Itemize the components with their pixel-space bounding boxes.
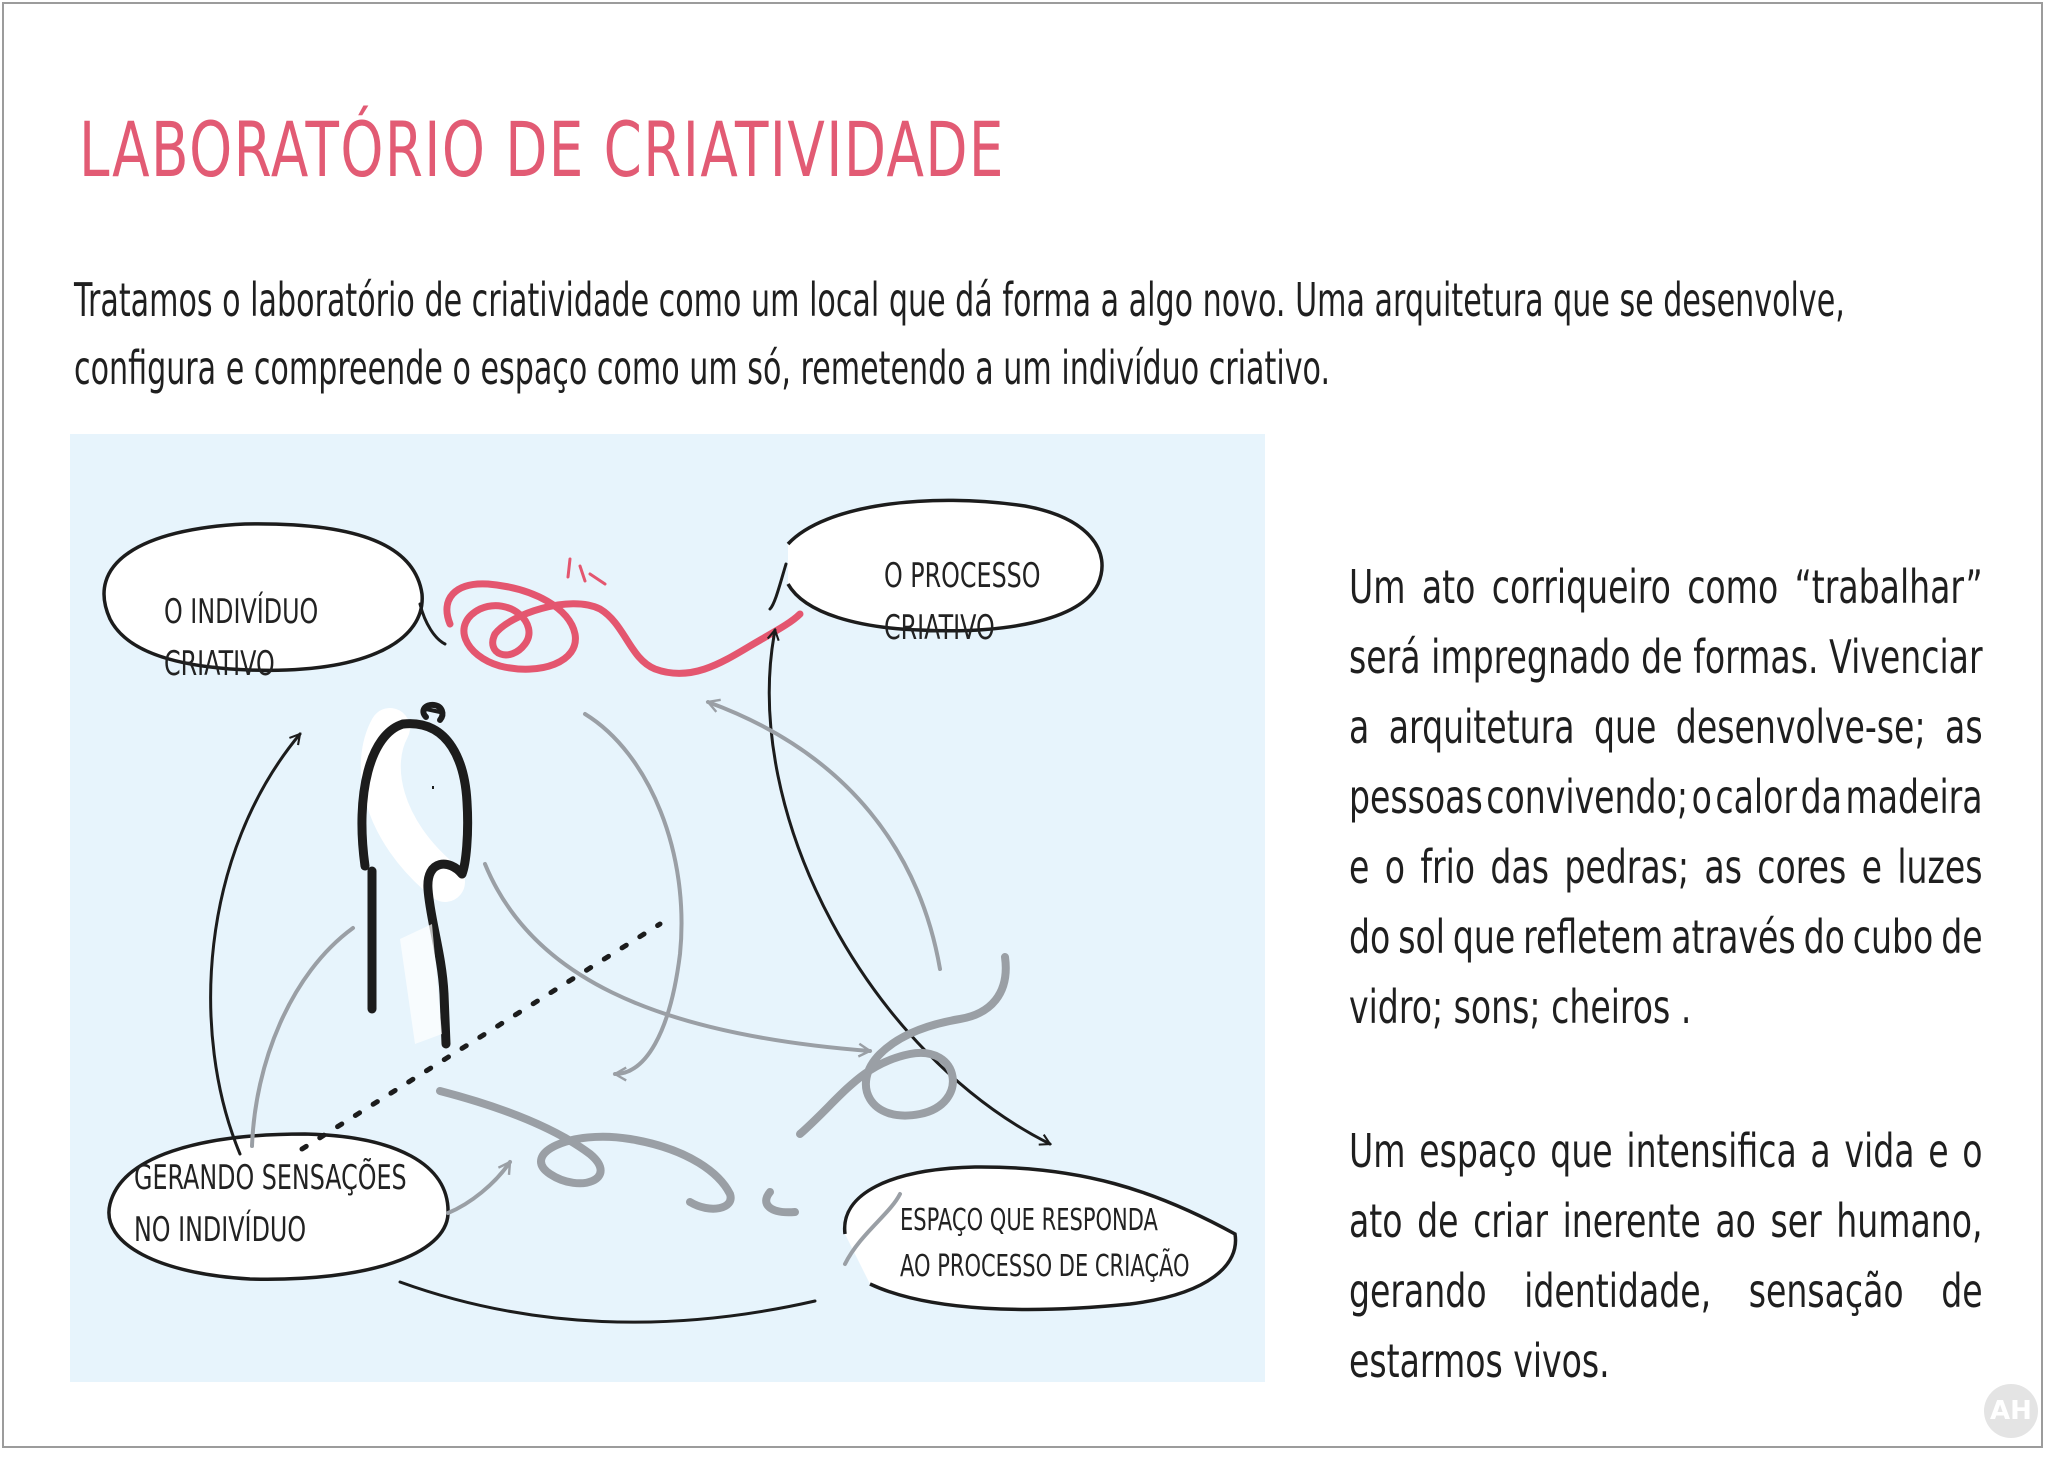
- word: através: [1671, 910, 1796, 964]
- side-paragraph-2: [1349, 1116, 1983, 1396]
- gray-scribble-hook: [766, 1192, 795, 1212]
- word: sol: [1398, 910, 1445, 964]
- word: inerente: [1562, 1194, 1701, 1248]
- word: de: [1641, 630, 1683, 684]
- word: espaço: [1419, 1124, 1537, 1178]
- word: impregnado: [1431, 630, 1631, 684]
- word: cores: [1757, 840, 1847, 894]
- word: do: [1349, 910, 1391, 964]
- word: humano,: [1836, 1194, 1983, 1248]
- arrow-processo-to-espaco: [769, 630, 1050, 1144]
- word: convivendo;: [1486, 770, 1688, 824]
- word: da: [1800, 770, 1842, 824]
- word: criar: [1473, 1194, 1549, 1248]
- word: a: [1349, 700, 1370, 754]
- word: as: [1704, 840, 1742, 894]
- word: desenvolve-se;: [1675, 700, 1926, 754]
- word: que: [1452, 910, 1516, 964]
- word: de: [1417, 1194, 1459, 1248]
- creativity-diagram: [70, 434, 1265, 1382]
- paragraph-line: [1349, 1116, 1983, 1186]
- paragraph-line: estarmos vivos.: [1349, 1334, 1610, 1388]
- word: pessoas: [1349, 770, 1483, 824]
- word: luzes: [1897, 840, 1983, 894]
- word: cubo: [1852, 910, 1934, 964]
- gray-arrow-sensacoes-to-person: [252, 928, 353, 1146]
- word: Um: [1349, 560, 1406, 614]
- word: sensação: [1748, 1264, 1904, 1318]
- word: como: [1687, 560, 1779, 614]
- paragraph-line: vidro; sons; cheiros .: [1349, 980, 1692, 1034]
- word: identidade,: [1524, 1264, 1712, 1318]
- paragraph-line: [1349, 832, 1983, 902]
- connector-individuo-scribble: [420, 604, 445, 644]
- word: do: [1803, 910, 1845, 964]
- word: das: [1490, 840, 1549, 894]
- word: ato: [1349, 1194, 1403, 1248]
- word: ser: [1770, 1194, 1822, 1248]
- word: frio: [1420, 840, 1476, 894]
- word: de: [1941, 910, 1983, 964]
- intro-text: [74, 266, 1845, 402]
- word: refletem: [1523, 910, 1664, 964]
- paragraph-line: [1349, 1256, 1983, 1326]
- word: vida: [1844, 1124, 1915, 1178]
- connector-processo-scribble: [770, 564, 786, 609]
- arrow-sensacoes-to-individuo: [211, 734, 300, 1154]
- word: a: [1810, 1124, 1831, 1178]
- word: Vivenciar: [1829, 630, 1983, 684]
- word: de: [1941, 1264, 1983, 1318]
- paragraph-line: [1349, 1186, 1983, 1256]
- word: o: [1962, 1124, 1983, 1178]
- gray-arrow-up-to-scribble: [708, 702, 940, 969]
- node-espaco-label: ESPAÇO QUE RESPONDA AO PROCESSO DE CRIAÇÃO: [900, 1203, 1190, 1284]
- word: formas.: [1693, 630, 1819, 684]
- word: intensifica: [1626, 1124, 1797, 1178]
- gray-arrow-scribble-down: [585, 714, 682, 1074]
- intro-line: configura e compreende o espaço como um só, remetendo a um indivíduo criativo.: [74, 341, 1331, 395]
- word: o: [1384, 840, 1405, 894]
- node-individuo-label: O INDIVÍDUO CRIATIVO: [164, 592, 319, 684]
- creative-scribble: [447, 559, 800, 673]
- word: pedras;: [1564, 840, 1690, 894]
- paragraph-line: [1349, 762, 1983, 832]
- word: “trabalhar”: [1794, 560, 1983, 614]
- paragraph-line: [1349, 902, 1983, 972]
- node-processo-label: O PROCESSO CRIATIVO: [884, 556, 1041, 648]
- gray-arrow-person-to-spiral: [485, 864, 870, 1051]
- person-figure: [362, 705, 468, 1044]
- word: e: [1861, 840, 1883, 894]
- word: Um: [1349, 1124, 1406, 1178]
- word: o: [1691, 770, 1712, 824]
- page-frame: [2, 2, 2043, 1448]
- word: ato: [1421, 560, 1476, 614]
- paragraph-line: [1349, 552, 1983, 622]
- word: corriqueiro: [1491, 560, 1671, 614]
- brand-logo: AH: [1984, 1384, 2038, 1438]
- word: as: [1945, 700, 1983, 754]
- word: que: [1593, 700, 1657, 754]
- word: e: [1928, 1124, 1949, 1178]
- node-sensacoes-label: GERANDO SENSAÇÕES NO INDIVÍDUO: [134, 1158, 407, 1250]
- dotted-line: [302, 924, 660, 1149]
- word: será: [1349, 630, 1421, 684]
- arrow-espaco-to-sensacoes: [400, 1282, 815, 1322]
- paragraph-line: [1349, 622, 1983, 692]
- gray-arrow-sensacoes-up: [448, 1162, 510, 1213]
- page-title: LABORATÓRIO DE CRIATIVIDADE: [79, 105, 1005, 194]
- word: madeira: [1845, 770, 1983, 824]
- paragraph-line: [1349, 692, 1983, 762]
- word: e: [1349, 840, 1370, 894]
- side-paragraph-1: [1349, 552, 1983, 1042]
- word: que: [1550, 1124, 1613, 1178]
- word: calor: [1715, 770, 1798, 824]
- word: ao: [1715, 1194, 1756, 1248]
- intro-line: Tratamos o laboratório de criatividade como um local que dá forma a algo novo. Uma arquitetura que se desenvolve,: [74, 273, 1845, 327]
- word: gerando: [1349, 1264, 1487, 1318]
- word: arquitetura: [1388, 700, 1575, 754]
